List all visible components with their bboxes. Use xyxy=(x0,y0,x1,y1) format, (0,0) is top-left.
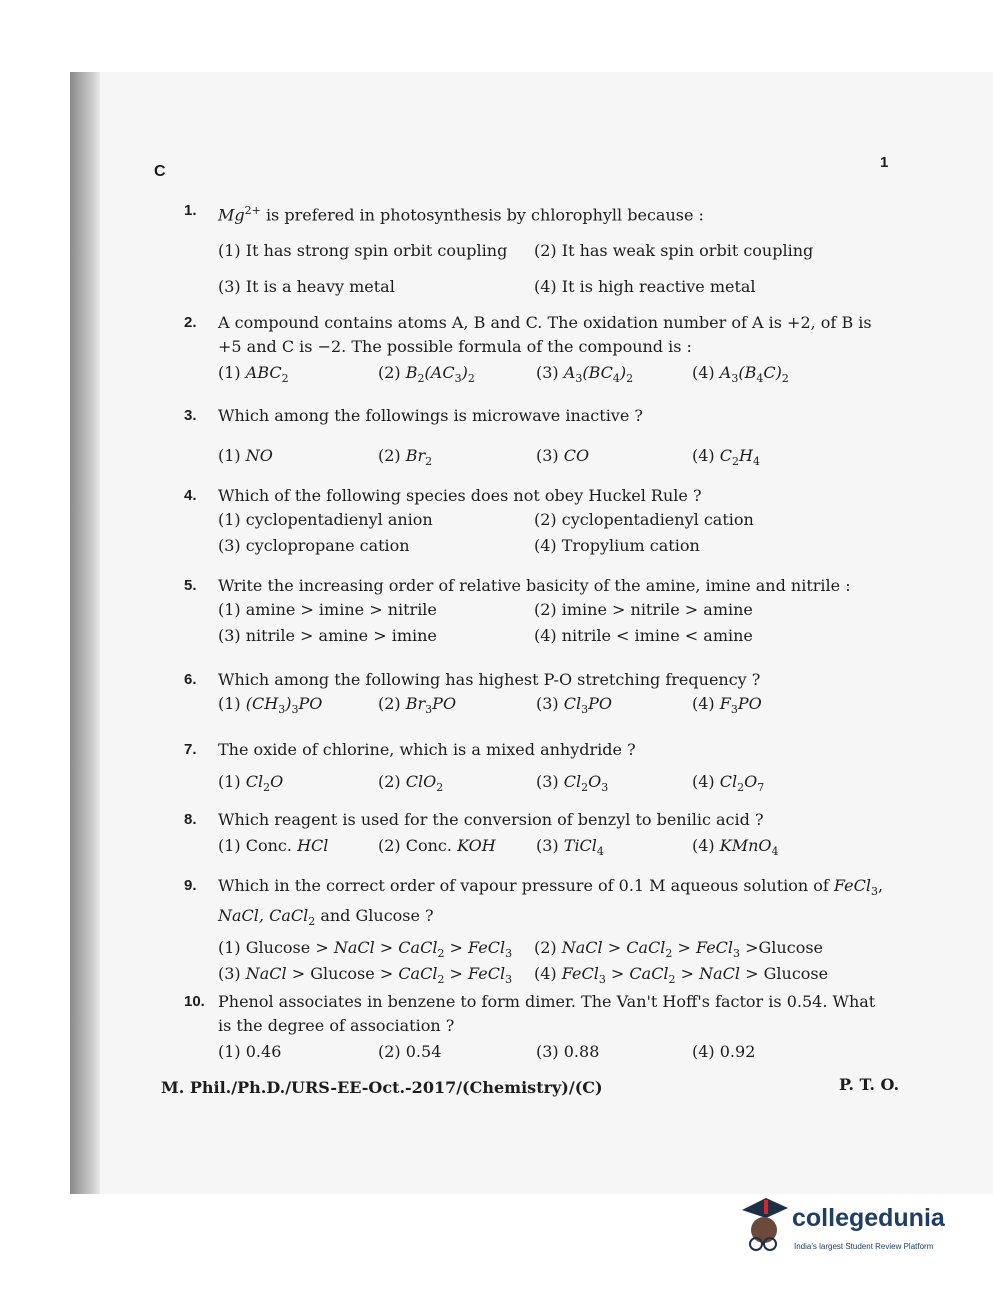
option-2[interactable]: (2) Conc. KOH xyxy=(378,836,496,855)
question-10 xyxy=(184,990,888,1064)
option-2[interactable]: (2) $Br_3PO$ xyxy=(378,694,457,717)
options-row xyxy=(218,534,888,560)
options-row xyxy=(218,834,888,858)
question-text: Which in the correct order of vapour pressure of 0.1 M aqueous solution of FeCl$_3$, NaCl, CaCl$_2$ and Glucose ? xyxy=(218,876,884,929)
student-mascot-icon xyxy=(738,1196,792,1260)
options-row xyxy=(218,770,888,794)
options-row xyxy=(218,444,888,468)
question-number: 9. xyxy=(184,877,197,894)
option-1[interactable]: (1) It has strong spin orbit coupling xyxy=(218,241,508,261)
option-4[interactable]: (4) nitrile < imine < amine xyxy=(534,626,753,645)
question-number: 2. xyxy=(184,314,197,331)
option-3[interactable]: (3) $Cl_3PO$ xyxy=(536,694,613,717)
question-number: 1. xyxy=(184,202,197,219)
question-7 xyxy=(184,738,888,794)
question-text: A compound contains atoms A, B and C. The oxidation number of A is +2, of B is +5 and C is −2. The possible formula of the compound is : xyxy=(218,313,872,356)
option-1[interactable]: (1) amine > imine > nitrile xyxy=(218,600,437,619)
question-text: Which of the following species does not obey Huckel Rule ? xyxy=(218,486,702,505)
question-number: 6. xyxy=(184,671,197,688)
option-4[interactable]: (4) $Cl_2O_7$ xyxy=(692,772,765,795)
option-3[interactable]: (3) $Cl_2O_3$ xyxy=(536,772,609,795)
options-row xyxy=(218,239,888,263)
option-2[interactable]: (2) NaCl > CaCl$_2$ > FeCl$_3$ >Glucose xyxy=(534,938,823,961)
question-text: $Mg^{2+}$ is prefered in photosynthesis by chlorophyll because : xyxy=(218,204,704,225)
option-2[interactable]: (2) cyclopentadienyl cation xyxy=(534,510,754,529)
option-4[interactable]: (4) FeCl$_3$ > CaCl$_2$ > NaCl > Glucose xyxy=(534,964,829,987)
question-text: Write the increasing order of relative basicity of the amine, imine and nitrile : xyxy=(218,576,851,595)
question-1 xyxy=(184,199,888,299)
option-3[interactable]: (3) NaCl > Glucose > CaCl$_2$ > FeCl$_3$ xyxy=(218,964,513,987)
option-3[interactable]: (3) cyclopropane cation xyxy=(218,536,410,555)
question-6 xyxy=(184,668,888,716)
scan-edge xyxy=(70,72,100,1194)
option-1[interactable]: (1) cyclopentadienyl anion xyxy=(218,510,433,529)
question-number: 4. xyxy=(184,487,197,504)
option-2[interactable]: (2) $B_2(AC_3)_2$ xyxy=(378,363,475,386)
question-text: Phenol associates in benzene to form dimer. The Van't Hoff's factor is 0.54. What is the degree of association ? xyxy=(218,992,876,1035)
option-2[interactable]: (2) ClO$_2$ xyxy=(378,772,444,795)
question-4 xyxy=(184,484,888,560)
option-3[interactable]: (3) It is a heavy metal xyxy=(218,277,395,297)
options-row xyxy=(218,692,888,716)
option-4[interactable]: (4) KMnO$_4$ xyxy=(692,836,779,859)
options-row xyxy=(218,361,888,385)
options-row xyxy=(218,275,888,299)
option-4[interactable]: (4) $A_3(B_4C)_2$ xyxy=(692,363,789,386)
option-4[interactable]: (4) Tropylium cation xyxy=(534,536,700,555)
paper-code: M. Phil./Ph.D./URS-EE-Oct.-2017/(Chemistry)/(C) xyxy=(161,1078,603,1097)
option-1[interactable]: (1) $ABC_2$ xyxy=(218,363,289,386)
question-number: 7. xyxy=(184,741,197,758)
question-8 xyxy=(184,808,888,858)
option-1[interactable]: (1) $Cl_2O$ xyxy=(218,772,284,795)
option-3[interactable]: (3) 0.88 xyxy=(536,1042,600,1061)
option-1[interactable]: (1) NO xyxy=(218,446,273,465)
question-number: 8. xyxy=(184,811,197,828)
option-2[interactable]: (2) It has weak spin orbit coupling xyxy=(534,241,814,261)
option-1[interactable]: (1) Conc. HCl xyxy=(218,836,329,855)
question-number: 10. xyxy=(184,993,205,1010)
option-4[interactable]: (4) $F_3PO$ xyxy=(692,694,762,717)
question-text: Which reagent is used for the conversion of benzyl to benilic acid ? xyxy=(218,810,764,829)
question-9 xyxy=(184,874,888,988)
collegedunia-logo[interactable] xyxy=(738,1196,968,1266)
option-1[interactable]: (1) Glucose > NaCl > CaCl$_2$ > FeCl$_3$ xyxy=(218,938,513,961)
option-1[interactable]: (1) $(CH_3)_3PO$ xyxy=(218,694,323,717)
question-text: The oxide of chlorine, which is a mixed anhydride ? xyxy=(218,740,636,759)
pto-label: P. T. O. xyxy=(839,1075,900,1094)
page-number: 1 xyxy=(880,154,889,171)
option-3[interactable]: (3) CO xyxy=(536,446,590,465)
logo-tagline: India's largest Student Review Platform xyxy=(794,1242,934,1251)
options-row xyxy=(218,936,888,962)
option-3[interactable]: (3) $A_3(BC_4)_2$ xyxy=(536,363,634,386)
question-5 xyxy=(184,574,888,650)
option-2[interactable]: (2) $Br_2$ xyxy=(378,446,433,469)
options-row xyxy=(218,624,888,650)
set-code: C xyxy=(154,163,166,180)
question-number: 5. xyxy=(184,577,197,594)
question-number: 3. xyxy=(184,407,197,424)
options-row xyxy=(218,508,888,534)
option-1[interactable]: (1) 0.46 xyxy=(218,1042,282,1061)
option-2[interactable]: (2) 0.54 xyxy=(378,1042,442,1061)
options-row xyxy=(218,962,888,988)
question-3 xyxy=(184,404,888,468)
question-text: Which among the following has highest P-O stretching frequency ? xyxy=(218,670,761,689)
option-4[interactable]: (4) $C_2H_4$ xyxy=(692,446,760,469)
option-2[interactable]: (2) imine > nitrile > amine xyxy=(534,600,753,619)
option-3[interactable]: (3) TiCl$_4$ xyxy=(536,836,604,859)
options-row xyxy=(218,1040,888,1064)
option-4[interactable]: (4) 0.92 xyxy=(692,1042,756,1061)
option-4[interactable]: (4) It is high reactive metal xyxy=(534,277,756,297)
question-2 xyxy=(184,311,888,385)
question-text: Which among the followings is microwave inactive ? xyxy=(218,406,643,425)
logo-wordmark: collegedunia xyxy=(792,1204,945,1232)
options-row xyxy=(218,598,888,624)
option-3[interactable]: (3) nitrile > amine > imine xyxy=(218,626,437,645)
